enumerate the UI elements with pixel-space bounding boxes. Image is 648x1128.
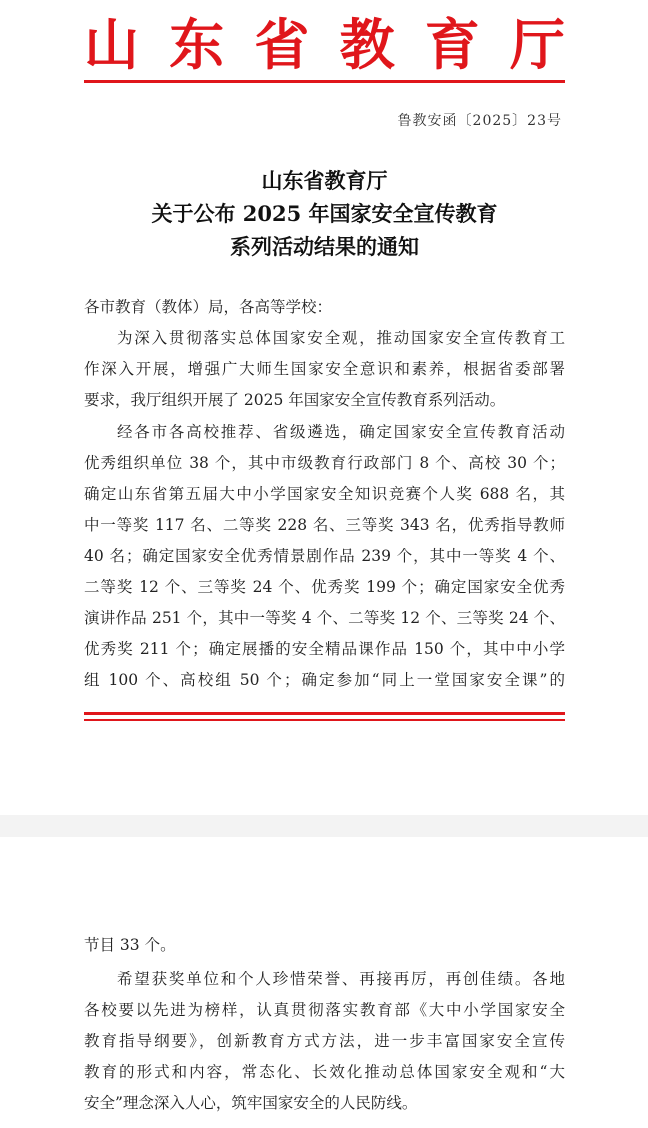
masthead-char: 育 bbox=[424, 12, 480, 77]
masthead-title bbox=[84, 14, 565, 76]
bottom-red-rule-thin bbox=[84, 719, 565, 721]
text-line: 经各市各高校推荐、省级遴选，确定国家安全宣传教育活动 bbox=[117, 423, 565, 441]
text-line: 为深入贯彻落实总体国家安全观，推动国家安全宣传教育工 bbox=[117, 329, 565, 347]
document-number: 鲁教安函〔2025〕23号 bbox=[397, 113, 562, 129]
paragraph-1 bbox=[84, 323, 565, 416]
text-line: 优秀组织单位 38 个，其中市级教育行政部门 8 个、高校 30 个； bbox=[84, 454, 565, 472]
text-line: 节目 33 个。 bbox=[84, 936, 176, 954]
text-line: 各校要以先进为榜样，认真贯彻落实教育部《大中小学国家安全 bbox=[84, 1001, 565, 1019]
masthead-red-rule bbox=[84, 80, 565, 83]
paragraph-3 bbox=[84, 964, 565, 1119]
masthead-char: 东 bbox=[169, 12, 225, 77]
document-page-2 bbox=[0, 837, 648, 1128]
text-line: 教育的形式和内容，常态化、长效化推动总体国家安全观和“大 bbox=[84, 1063, 565, 1081]
text-line: 教育指导纲要》，创新教育方式方法，进一步丰富国家安全宣传 bbox=[84, 1032, 565, 1050]
salutation-text: 各市教育（教体）局，各高等学校： bbox=[84, 298, 333, 316]
text-line: 组 100 个、高校组 50 个；确定参加“同上一堂国家安全课”的 bbox=[84, 671, 565, 689]
title-line-3: 系列活动结果的通知 bbox=[230, 234, 419, 259]
text-line: 安全”理念深入人心，筑牢国家安全的人民防线。 bbox=[84, 1094, 418, 1112]
text-line: 希望获奖单位和个人珍惜荣誉、再接再厉，再创佳绩。各地 bbox=[117, 970, 565, 988]
continuation-line bbox=[84, 930, 565, 961]
masthead-char: 省 bbox=[254, 12, 310, 77]
text-line: 演讲作品 251 个，其中一等奖 4 个、二等奖 12 个、三等奖 24 个、 bbox=[84, 609, 565, 627]
text-line: 优秀奖 211 个；确定展播的安全精品课作品 150 个，其中中小学 bbox=[84, 640, 565, 658]
salutation bbox=[84, 292, 565, 323]
title-line-2: 关于公布 2025 年国家安全宣传教育 bbox=[151, 201, 498, 226]
masthead-char: 厅 bbox=[509, 12, 565, 77]
bottom-red-rule-thick bbox=[84, 712, 565, 715]
text-line: 40 名；确定国家安全优秀情景剧作品 239 个，其中一等奖 4 个、 bbox=[84, 547, 565, 565]
text-line: 二等奖 12 个、三等奖 24 个、优秀奖 199 个；确定国家安全优秀 bbox=[84, 578, 565, 596]
masthead-char: 山 bbox=[84, 12, 140, 77]
paragraph-2 bbox=[84, 417, 565, 696]
text-line: 确定山东省第五届大中小学国家安全知识竞赛个人奖 688 名，其 bbox=[84, 485, 565, 503]
masthead-char: 教 bbox=[339, 12, 395, 77]
text-line: 中一等奖 117 名、二等奖 228 名、三等奖 343 名，优秀指导教师 bbox=[84, 516, 565, 534]
page-gap bbox=[0, 815, 648, 837]
text-line: 要求，我厅组织开展了 2025 年国家安全宣传教育系列活动。 bbox=[84, 391, 506, 409]
title-line-1: 山东省教育厅 bbox=[261, 168, 388, 193]
text-line: 作深入开展，增强广大师生国家安全意识和素养，根据省委部署 bbox=[84, 360, 565, 378]
